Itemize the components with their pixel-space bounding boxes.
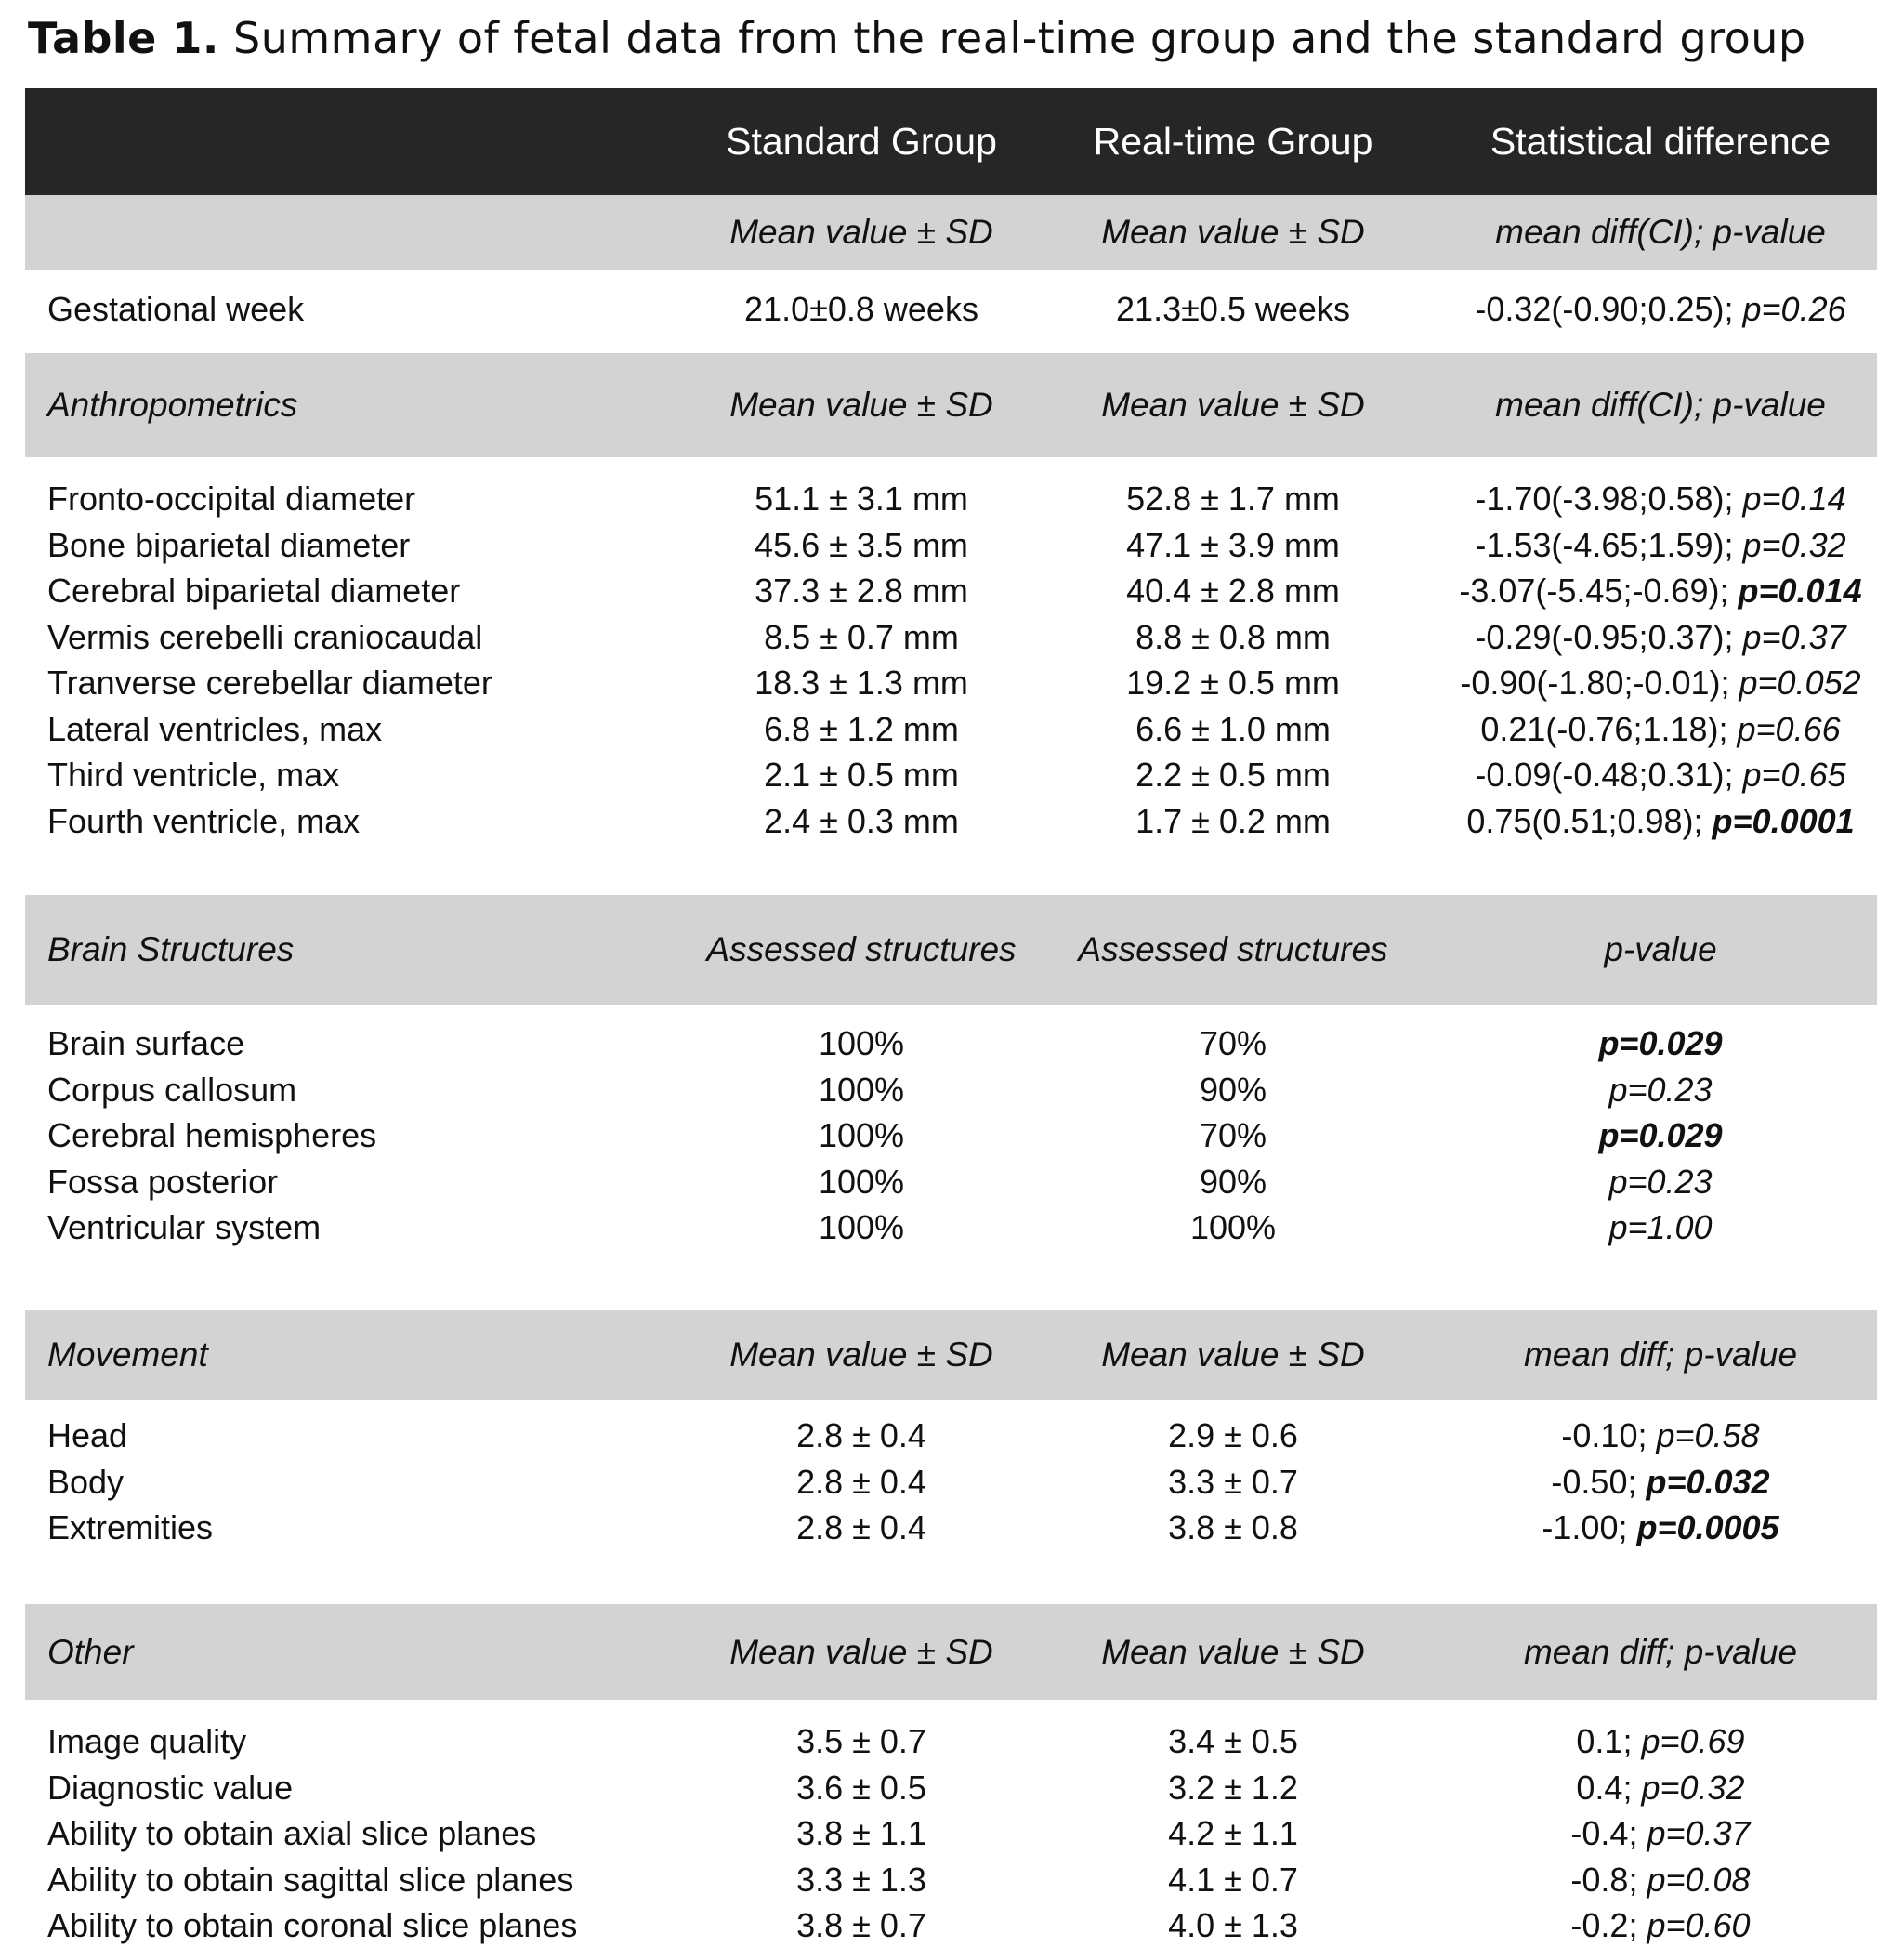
row-standard-value: 18.3 ± 1.3 mm <box>755 664 968 702</box>
table-caption <box>28 13 1806 63</box>
diff-value: -0.2; <box>1570 1906 1647 1944</box>
row-realtime-value: 70% <box>1199 1116 1267 1154</box>
section-other <box>25 1604 1877 1700</box>
row-label: Lateral ventricles, max <box>47 709 383 748</box>
row-difference <box>1419 522 1890 569</box>
row-realtime-value: 90% <box>1199 1162 1267 1201</box>
section-brain-structures <box>25 895 1877 1005</box>
diff-value: 0.4; <box>1576 1768 1642 1807</box>
row-label: Cerebral hemispheres <box>47 1116 377 1154</box>
subheader-band <box>25 195 1877 270</box>
row-realtime-value: 47.1 ± 3.9 mm <box>1126 525 1340 564</box>
row-difference <box>1419 1112 1890 1159</box>
row-label: Body <box>47 1462 125 1501</box>
p-value: p=0.58 <box>1656 1416 1760 1454</box>
table-row <box>25 1902 1877 1949</box>
row-difference <box>1419 752 1890 798</box>
table-row <box>25 614 1877 661</box>
row-label: Brain surface <box>47 1024 245 1062</box>
p-value: p=0.32 <box>1742 525 1846 564</box>
p-value: p=0.029 <box>1598 1024 1723 1062</box>
section-col3: mean diff; p-value <box>1523 1633 1798 1671</box>
row-standard-value: 100% <box>818 1024 905 1062</box>
subheader-col3: mean diff(CI); p-value <box>1495 213 1826 251</box>
row-label: Fronto-occipital diameter <box>47 480 416 518</box>
section-col2: Mean value ± SD <box>1101 386 1365 424</box>
row-difference <box>1419 1067 1890 1113</box>
subheader-col2: Mean value ± SD <box>1101 213 1365 251</box>
subheader-col1: Mean value ± SD <box>729 213 993 251</box>
section-col1: Mean value ± SD <box>729 386 993 424</box>
table-row <box>25 568 1877 614</box>
row-label: Image quality <box>47 1722 247 1760</box>
header-standard-group: Standard Group <box>726 120 997 163</box>
row-difference <box>1419 1857 1890 1903</box>
table-row <box>25 660 1877 706</box>
row-standard-value: 2.4 ± 0.3 mm <box>764 801 959 840</box>
table-row <box>25 1204 1877 1251</box>
row-standard-value: 3.5 ± 0.7 <box>796 1722 926 1760</box>
p-value: p=0.0005 <box>1636 1508 1779 1546</box>
table-row <box>25 1718 1877 1765</box>
diff-value: -1.00; <box>1542 1508 1637 1546</box>
p-value: p=0.014 <box>1738 572 1862 610</box>
row-label: Bone biparietal diameter <box>47 525 411 564</box>
row-realtime-value: 3.2 ± 1.2 <box>1168 1768 1298 1807</box>
p-value: p=0.26 <box>1742 290 1846 328</box>
row-realtime-value: 19.2 ± 0.5 mm <box>1126 664 1340 702</box>
row-difference <box>1419 1159 1890 1205</box>
row-standard-value: 6.8 ± 1.2 mm <box>764 709 959 748</box>
row-realtime-value: 3.8 ± 0.8 <box>1168 1508 1298 1546</box>
section-anthropometrics <box>25 353 1877 457</box>
row-label: Third ventricle, max <box>47 756 340 794</box>
row-realtime-value: 6.6 ± 1.0 mm <box>1135 709 1331 748</box>
table-header <box>25 88 1877 195</box>
row-difference <box>1419 1765 1890 1811</box>
row-label: Ability to obtain axial slice planes <box>47 1814 537 1852</box>
diff-value: -0.8; <box>1570 1860 1647 1899</box>
row-difference <box>1419 1718 1890 1765</box>
row-standard-value: 2.8 ± 0.4 <box>796 1462 926 1501</box>
row-label: Gestational week <box>47 290 305 328</box>
diff-value: 0.1; <box>1576 1722 1642 1760</box>
p-value: p=0.37 <box>1742 617 1846 656</box>
row-difference <box>1419 1204 1890 1251</box>
row-difference <box>1419 798 1890 845</box>
p-value: p=0.029 <box>1598 1116 1723 1154</box>
table-row <box>25 1765 1877 1811</box>
p-value: p=0.052 <box>1739 664 1861 702</box>
row-label: Vermis cerebelli craniocaudal <box>47 617 483 656</box>
table-row <box>25 752 1877 798</box>
p-value: p=0.66 <box>1737 709 1841 748</box>
section-title: Other <box>47 1633 134 1671</box>
section-col3: mean diff(CI); p-value <box>1495 386 1826 424</box>
row-realtime-value: 2.9 ± 0.6 <box>1168 1416 1298 1454</box>
row-standard-value: 100% <box>818 1070 905 1109</box>
table-row <box>25 522 1877 569</box>
section-title: Brain Structures <box>47 930 295 968</box>
p-value: p=0.08 <box>1647 1860 1751 1899</box>
row-difference <box>1419 660 1890 706</box>
row-realtime-value: 100% <box>1189 1208 1277 1246</box>
p-value: p=0.69 <box>1641 1722 1745 1760</box>
row-realtime-value: 3.3 ± 0.7 <box>1168 1462 1298 1501</box>
section-col2: Mean value ± SD <box>1101 1335 1365 1374</box>
table-row <box>25 1857 1877 1903</box>
table-row <box>25 1159 1877 1205</box>
table-row <box>25 1505 1877 1551</box>
row-standard-value: 51.1 ± 3.1 mm <box>755 480 968 518</box>
row-difference <box>1419 1810 1890 1857</box>
row-label: Ability to obtain coronal slice planes <box>47 1906 578 1944</box>
row-difference <box>1419 1505 1890 1551</box>
row-standard-value: 8.5 ± 0.7 mm <box>764 617 959 656</box>
p-value: p=0.23 <box>1608 1162 1713 1201</box>
row-realtime-value: 4.2 ± 1.1 <box>1168 1814 1298 1852</box>
table-row <box>25 706 1877 753</box>
diff-value: -0.4; <box>1570 1814 1647 1852</box>
row-label: Diagnostic value <box>47 1768 294 1807</box>
row-realtime-value: 70% <box>1199 1024 1267 1062</box>
p-value: p=0.37 <box>1647 1814 1751 1852</box>
row-standard-value: 2.8 ± 0.4 <box>796 1416 926 1454</box>
row-difference <box>1419 476 1890 522</box>
row-difference <box>1419 1413 1890 1459</box>
table-row <box>25 1112 1877 1159</box>
row-label: Ability to obtain sagittal slice planes <box>47 1860 574 1899</box>
row-standard-value: 3.8 ± 1.1 <box>796 1814 926 1852</box>
header-realtime-group: Real-time Group <box>1093 120 1373 163</box>
section-col1: Mean value ± SD <box>729 1335 993 1374</box>
diff-value: -1.53(-4.65;1.59); <box>1475 525 1743 564</box>
row-standard-value: 21.0±0.8 weeks <box>744 290 978 328</box>
row-realtime-value: 52.8 ± 1.7 mm <box>1126 480 1340 518</box>
p-value: p=0.14 <box>1742 480 1846 518</box>
row-standard-value: 3.3 ± 1.3 <box>796 1860 926 1899</box>
table-row <box>25 1459 1877 1506</box>
section-col2: Mean value ± SD <box>1101 1633 1365 1671</box>
row-label: Fourth ventricle, max <box>47 801 361 840</box>
row-label: Cerebral biparietal diameter <box>47 572 461 610</box>
row-label: Extremities <box>47 1508 214 1546</box>
row-realtime-value: 40.4 ± 2.8 mm <box>1126 572 1340 610</box>
diff-value: -0.09(-0.48;0.31); <box>1475 756 1743 794</box>
table-row <box>25 1810 1877 1857</box>
row-difference <box>1419 286 1890 333</box>
row-realtime-value: 90% <box>1199 1070 1267 1109</box>
row-realtime-value: 3.4 ± 0.5 <box>1168 1722 1298 1760</box>
p-value: p=0.60 <box>1647 1906 1751 1944</box>
p-value: p=0.65 <box>1742 756 1846 794</box>
diff-value: -0.90(-1.80;-0.01); <box>1460 664 1739 702</box>
row-standard-value: 45.6 ± 3.5 mm <box>755 525 968 564</box>
section-movement <box>25 1310 1877 1400</box>
diff-value: -0.10; <box>1561 1416 1657 1454</box>
diff-value: 0.21(-0.76;1.18); <box>1480 709 1738 748</box>
row-standard-value: 3.6 ± 0.5 <box>796 1768 926 1807</box>
row-realtime-value: 4.1 ± 0.7 <box>1168 1860 1298 1899</box>
row-standard-value: 100% <box>818 1208 905 1246</box>
diff-value: -3.07(-5.45;-0.69); <box>1459 572 1739 610</box>
row-label: Corpus callosum <box>47 1070 297 1109</box>
table-row <box>25 476 1877 522</box>
diff-value: -0.50; <box>1551 1462 1647 1501</box>
section-col2: Assessed structures <box>1078 930 1388 968</box>
diff-value: -1.70(-3.98;0.58); <box>1475 480 1743 518</box>
section-col3: p-value <box>1604 930 1717 968</box>
row-standard-value: 2.1 ± 0.5 mm <box>764 756 959 794</box>
row-standard-value: 3.8 ± 0.7 <box>796 1906 926 1944</box>
row-difference <box>1419 614 1890 661</box>
row-realtime-value: 2.2 ± 0.5 mm <box>1135 756 1331 794</box>
p-value: p=0.032 <box>1646 1462 1770 1501</box>
row-label: Fossa posterior <box>47 1162 279 1201</box>
table-row <box>25 1413 1877 1459</box>
diff-value: -0.32(-0.90;0.25); <box>1475 290 1743 328</box>
header-statistical-difference: Statistical difference <box>1490 120 1831 163</box>
table-row <box>25 798 1877 845</box>
row-label: Tranverse cerebellar diameter <box>47 664 492 702</box>
row-difference <box>1419 1020 1890 1067</box>
table-row <box>25 1020 1877 1067</box>
row-difference <box>1419 568 1890 614</box>
p-value: p=1.00 <box>1608 1208 1713 1246</box>
section-title: Anthropometrics <box>47 386 298 424</box>
caption-label: Table 1. <box>28 13 219 63</box>
row-difference <box>1419 1902 1890 1949</box>
p-value: p=0.23 <box>1608 1070 1713 1109</box>
section-col3: mean diff; p-value <box>1523 1335 1798 1374</box>
row-realtime-value: 8.8 ± 0.8 mm <box>1135 617 1331 656</box>
row-label: Head <box>47 1416 128 1454</box>
row-standard-value: 100% <box>818 1162 905 1201</box>
row-standard-value: 37.3 ± 2.8 mm <box>755 572 968 610</box>
table-row <box>25 1067 1877 1113</box>
row-difference <box>1419 1459 1890 1506</box>
row-standard-value: 2.8 ± 0.4 <box>796 1508 926 1546</box>
section-col1: Mean value ± SD <box>729 1633 993 1671</box>
p-value: p=0.0001 <box>1712 801 1855 840</box>
diff-value: 0.75(0.51;0.98); <box>1466 801 1713 840</box>
section-col1: Assessed structures <box>706 930 1017 968</box>
row-label: Ventricular system <box>47 1208 322 1246</box>
diff-value: -0.29(-0.95;0.37); <box>1475 617 1743 656</box>
section-title: Movement <box>47 1335 208 1374</box>
row-difference <box>1419 706 1890 753</box>
row-standard-value: 100% <box>818 1116 905 1154</box>
p-value: p=0.32 <box>1641 1768 1745 1807</box>
caption-text: Summary of fetal data from the real-time group and the standard group <box>233 13 1806 63</box>
gestational-row <box>25 286 1877 333</box>
row-realtime-value: 1.7 ± 0.2 mm <box>1135 801 1331 840</box>
row-realtime-value: 21.3±0.5 weeks <box>1116 290 1350 328</box>
row-realtime-value: 4.0 ± 1.3 <box>1168 1906 1298 1944</box>
